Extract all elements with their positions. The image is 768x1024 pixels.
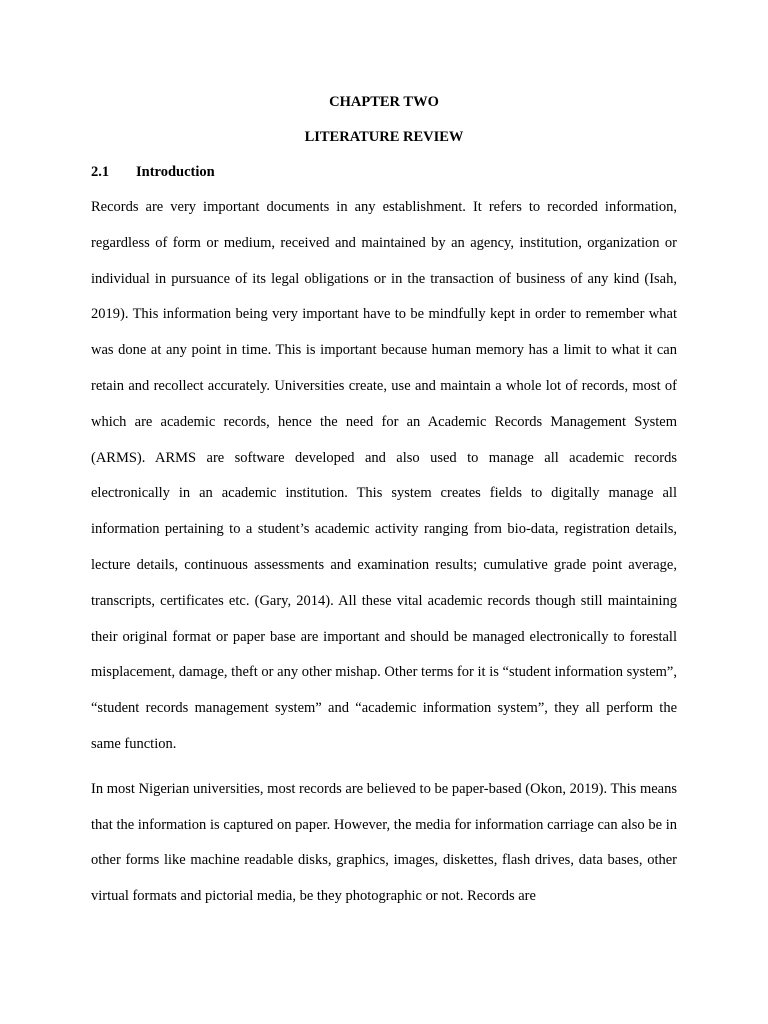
paragraph: In most Nigerian universities, most records are believed to be paper-based (Okon, 2019). This means that the information is captured on paper. However, the media for information carriage can also be in other forms like machine readable disks, graphics, images, diskettes, flash drives, data bases, other virtual formats and pictorial media, be they photographic or not. Records are xyxy=(91,780,677,905)
chapter-title: CHAPTER TWO xyxy=(329,94,439,110)
page-content xyxy=(91,92,677,923)
section-title: LITERATURE REVIEW xyxy=(304,129,464,145)
subsection-heading xyxy=(91,162,677,182)
subsection-title: Introduction xyxy=(136,164,215,180)
subsection-number: 2.1 xyxy=(91,164,110,180)
paragraph: Records are very important documents in any establishment. It refers to recorded information, regardless of form or medium, received and maintained by an agency, institution, organization or individual in pursuance of its legal obligations or in the transaction of business of any kind (Isah, 2019). This information being very important have to be mindfully kept in order to remember what was done at any point in time. This is important because human memory has a limit to what it can retain and recollect accurately. Universities create, use and maintain a whole lot of records, most of which are academic records, hence the need for an Academic Records Management System (ARMS). ARMS are software developed and also used to manage all academic records electronically in an academic institution. This system creates fields to digitally manage all information pertaining to a student’s academic activity ranging from bio-data, registration details, lecture details, continuous assessments and examination results; cumulative grade point average, transcripts, certificates etc. (Gary, 2014). All these vital academic records though still maintaining their original format or paper base are important and should be managed electronically to forestall misplacement, damage, theft or any other mishap. Other terms for it is “student information system”, “student records management system” and “academic information system”, they all perform the same function. xyxy=(91,199,677,752)
